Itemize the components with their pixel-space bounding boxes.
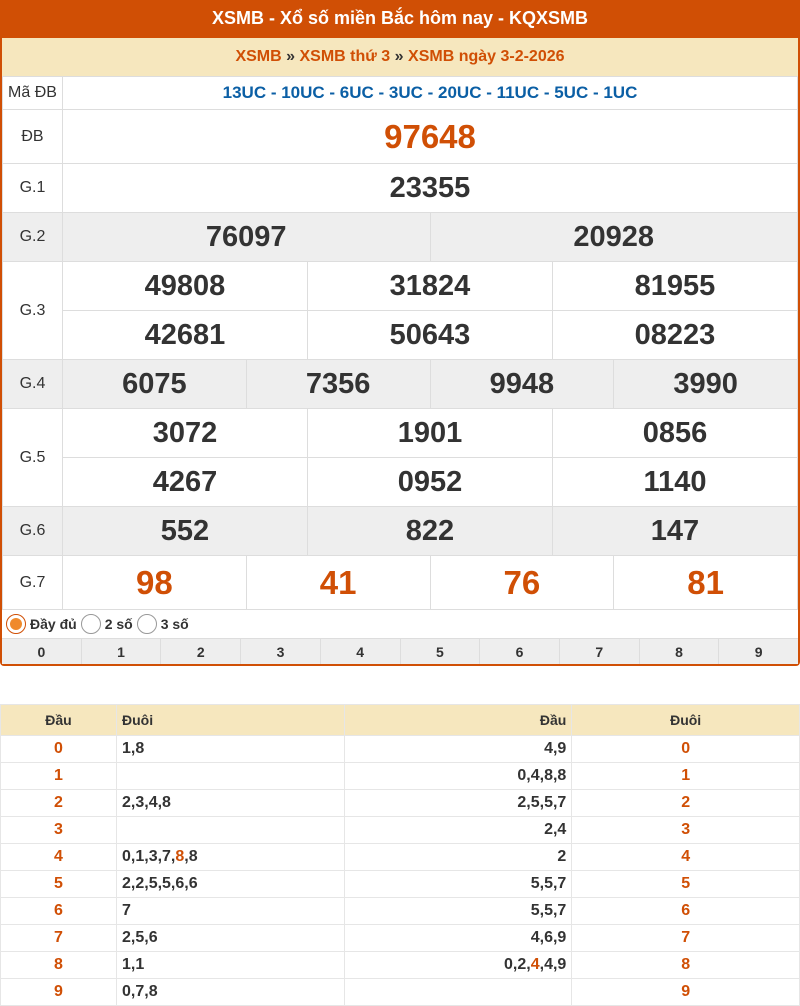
option-three-label: 3 số [160, 616, 189, 632]
breadcrumb [2, 38, 798, 76]
table-row [1, 736, 800, 763]
option-two-digits[interactable] [81, 614, 133, 634]
breadcrumb-separator: » [286, 48, 296, 65]
prize-label-g2: G.2 [3, 213, 63, 262]
digit-filter-1[interactable]: 1 [82, 639, 162, 664]
row-head: 5 [1, 871, 117, 898]
prize-g5-number: 3072 [63, 409, 308, 458]
table-row [1, 952, 800, 979]
row-heads: 2,5,5,7 [344, 790, 572, 817]
radio-three-digits[interactable] [137, 614, 157, 634]
breadcrumb-weekday-link[interactable]: XSMB thứ 3 [299, 48, 391, 65]
option-full-label: Đầy đủ [30, 616, 77, 632]
prize-g6-number: 552 [63, 507, 308, 556]
prize-g3-number: 42681 [63, 311, 308, 360]
prize-g3-number: 08223 [553, 311, 798, 360]
row-tails: 0,7,8 [117, 979, 345, 1006]
row-heads: 4,6,9 [344, 925, 572, 952]
prize-label-g7: G.7 [3, 556, 63, 610]
table-row [1, 898, 800, 925]
table-row [1, 925, 800, 952]
radio-two-digits[interactable] [81, 614, 101, 634]
prize-g5-number: 1140 [553, 458, 798, 507]
digit-filter-bar [2, 638, 798, 664]
row-head: 7 [1, 925, 117, 952]
prize-g2-number: 76097 [63, 213, 431, 262]
row-heads [344, 952, 572, 979]
row-head: 4 [1, 844, 117, 871]
digit-filter-8[interactable]: 8 [640, 639, 720, 664]
prize-db-number: 97648 [63, 110, 798, 164]
row-tail: 2 [572, 790, 800, 817]
row-head: 6 [1, 898, 117, 925]
row-tail: 9 [572, 979, 800, 1006]
prize-g7-number: 76 [430, 556, 614, 610]
prize-g3-number: 31824 [308, 262, 553, 311]
row-heads [344, 979, 572, 1006]
digit-filter-9[interactable]: 9 [754, 644, 763, 660]
tails-part: 0,1,3,7, [122, 848, 176, 865]
prize-g4-number: 9948 [430, 360, 614, 409]
table-row [1, 979, 800, 1006]
row-head: 0 [1, 736, 117, 763]
row-tails [117, 817, 345, 844]
tails-part: ,8 [184, 848, 198, 865]
ma-db-label: Mã ĐB [3, 77, 63, 110]
row-tail: 7 [572, 925, 800, 952]
prize-g4-number: 7356 [246, 360, 430, 409]
prize-label-g6: G.6 [3, 507, 63, 556]
tails-highlight: 8 [175, 848, 185, 865]
prize-g3-number: 50643 [308, 311, 553, 360]
row-tails: 2,5,6 [117, 925, 345, 952]
row-tails: 2,3,4,8 [117, 790, 345, 817]
prize-g1-number: 23355 [63, 164, 798, 213]
prize-g5-number: 4267 [63, 458, 308, 507]
results-table [2, 76, 798, 610]
header-dau: Đầu [1, 705, 117, 736]
row-heads: 2 [344, 844, 572, 871]
digit-filter-6[interactable]: 6 [480, 639, 560, 664]
row-tails: 1,1 [117, 952, 345, 979]
table-row [1, 871, 800, 898]
row-tails: 1,8 [117, 736, 345, 763]
breadcrumb-date-link[interactable]: XSMB ngày 3-2-2026 [408, 48, 565, 65]
prize-g5-number: 0856 [553, 409, 798, 458]
prize-g5-number: 1901 [308, 409, 553, 458]
prize-g7-number: 81 [614, 556, 798, 610]
digit-filter-0[interactable]: 0 [2, 639, 82, 664]
prize-g5-number: 0952 [308, 458, 553, 507]
row-heads: 5,5,7 [344, 871, 572, 898]
table-row [1, 844, 800, 871]
option-two-label: 2 số [104, 616, 133, 632]
header-dau-2: Đầu [344, 705, 572, 736]
prize-label-g5: G.5 [3, 409, 63, 507]
prize-label-g3: G.3 [3, 262, 63, 360]
row-tail: 3 [572, 817, 800, 844]
prize-g6-number: 147 [553, 507, 798, 556]
row-tail: 5 [572, 871, 800, 898]
prize-g3-number: 49808 [63, 262, 308, 311]
prize-g2-number: 20928 [430, 213, 798, 262]
digit-filter-3[interactable]: 3 [241, 639, 321, 664]
table-row [1, 790, 800, 817]
row-heads: 5,5,7 [344, 898, 572, 925]
prize-g3-number: 81955 [553, 262, 798, 311]
loto-table [0, 704, 800, 1006]
prize-g6-number: 822 [308, 507, 553, 556]
row-head: 9 [1, 979, 117, 1006]
display-options [2, 610, 798, 638]
prize-label-g4: G.4 [3, 360, 63, 409]
row-heads: 4,9 [344, 736, 572, 763]
table-row [1, 763, 800, 790]
heads-part: 0,2, [504, 956, 531, 973]
breadcrumb-xsmb-link[interactable]: XSMB [235, 48, 282, 65]
prize-label-g1: G.1 [3, 164, 63, 213]
row-head: 3 [1, 817, 117, 844]
row-tail: 8 [572, 952, 800, 979]
row-heads: 2,4 [344, 817, 572, 844]
row-tail: 0 [572, 736, 800, 763]
row-tails: 2,2,5,5,6,6 [117, 871, 345, 898]
prize-label-db: ĐB [3, 110, 63, 164]
page-title: XSMB - Xổ số miền Bắc hôm nay - KQXSMB [0, 0, 800, 38]
prize-g7-number: 41 [246, 556, 430, 610]
prize-g4-number: 3990 [614, 360, 798, 409]
digit-filter-5[interactable]: 5 [401, 639, 481, 664]
heads-part: ,4,9 [539, 956, 567, 973]
heads-highlight: 4 [530, 956, 540, 973]
row-tail: 1 [572, 763, 800, 790]
row-head: 8 [1, 952, 117, 979]
option-full[interactable] [6, 614, 77, 634]
option-three-digits[interactable] [137, 614, 189, 634]
row-tails: 7 [117, 898, 345, 925]
row-tails [117, 763, 345, 790]
prize-g4-number: 6075 [63, 360, 247, 409]
table-row [1, 817, 800, 844]
header-duoi-2: Đuôi [572, 705, 800, 736]
row-head: 1 [1, 763, 117, 790]
header-duoi: Đuôi [117, 705, 345, 736]
row-tail: 4 [572, 844, 800, 871]
digit-filter-2[interactable]: 2 [161, 639, 241, 664]
row-tail: 6 [572, 898, 800, 925]
digit-filter-4[interactable]: 4 [321, 639, 401, 664]
row-heads: 0,4,8,8 [344, 763, 572, 790]
breadcrumb-separator: » [394, 48, 404, 65]
row-head: 2 [1, 790, 117, 817]
prize-g7-number: 98 [63, 556, 247, 610]
radio-full[interactable] [6, 614, 26, 634]
ma-db-value: 13UC - 10UC - 6UC - 3UC - 20UC - 11UC - 5UC - 1UC [63, 77, 798, 110]
digit-filter-7[interactable]: 7 [560, 639, 640, 664]
row-tails [117, 844, 345, 871]
